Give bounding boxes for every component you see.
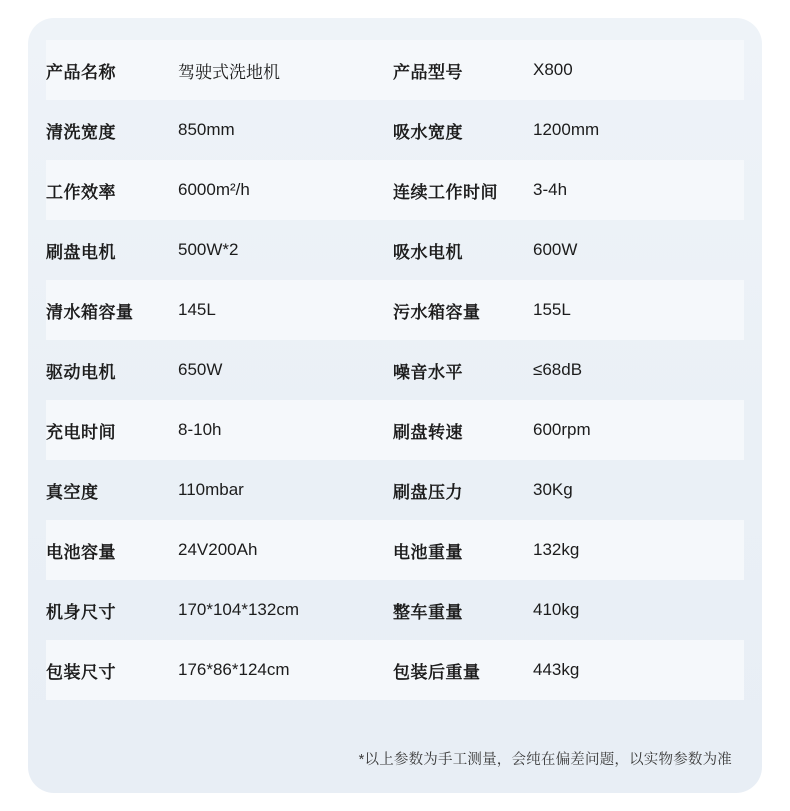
spec-label: 包装后重量 <box>393 662 481 682</box>
table-row <box>46 340 744 400</box>
spec-value: 176*86*124cm <box>178 660 290 679</box>
spec-value: 3-4h <box>533 180 568 199</box>
spec-label: 机身尺寸 <box>46 602 116 622</box>
spec-value: 443kg <box>533 660 580 679</box>
table-row <box>46 160 744 220</box>
table-row <box>46 460 744 520</box>
spec-value: 155L <box>533 300 571 319</box>
spec-label: 电池容量 <box>46 542 116 562</box>
spec-label: 刷盘转速 <box>393 422 463 442</box>
table-row <box>46 40 744 100</box>
footnote-text: *以上参数为手工测量，会纯在偏差问题，以实物参数为准 <box>358 752 732 768</box>
table-row <box>46 400 744 460</box>
table-row <box>46 280 744 340</box>
spec-label: 刷盘压力 <box>393 482 463 502</box>
spec-value: 410kg <box>533 600 580 619</box>
spec-label: 连续工作时间 <box>393 182 498 202</box>
spec-label: 充电时间 <box>46 422 116 442</box>
spec-value: 30Kg <box>533 480 573 499</box>
table-row <box>46 520 744 580</box>
spec-label: 整车重量 <box>393 602 463 622</box>
spec-value: 650W <box>178 360 223 379</box>
spec-label: 清洗宽度 <box>46 122 116 142</box>
spec-label: 工作效率 <box>46 182 116 202</box>
spec-label: 产品型号 <box>393 62 463 82</box>
table-row <box>46 100 744 160</box>
spec-value: 170*104*132cm <box>178 600 299 619</box>
spec-value: 6000m²/h <box>178 180 250 199</box>
spec-value: 8-10h <box>178 420 222 439</box>
specification-table <box>46 40 744 700</box>
spec-value: X800 <box>533 60 573 79</box>
spec-value: 驾驶式洗地机 <box>178 62 280 82</box>
spec-label: 噪音水平 <box>393 362 463 382</box>
spec-label: 吸水宽度 <box>393 122 463 142</box>
spec-label: 污水箱容量 <box>393 302 481 322</box>
spec-value: 110mbar <box>178 480 244 499</box>
specification-card <box>28 18 762 793</box>
spec-value: ≤68dB <box>533 360 583 379</box>
spec-label: 刷盘电机 <box>46 242 116 262</box>
specification-table-body <box>46 40 744 700</box>
spec-value: 145L <box>178 300 216 319</box>
table-row <box>46 580 744 640</box>
spec-label: 真空度 <box>46 482 99 502</box>
spec-label: 清水箱容量 <box>46 302 134 322</box>
spec-value: 850mm <box>178 120 235 139</box>
spec-label: 吸水电机 <box>393 242 463 262</box>
spec-label: 产品名称 <box>46 62 116 82</box>
spec-value: 24V200Ah <box>178 540 258 559</box>
spec-label: 驱动电机 <box>46 362 116 382</box>
spec-value: 1200mm <box>533 120 600 139</box>
spec-value: 600rpm <box>533 420 591 439</box>
spec-value: 500W*2 <box>178 240 239 259</box>
spec-value: 132kg <box>533 540 580 559</box>
spec-label: 包装尺寸 <box>46 662 116 682</box>
table-row <box>46 640 744 700</box>
table-row <box>46 220 744 280</box>
spec-value: 600W <box>533 240 578 259</box>
spec-label: 电池重量 <box>393 542 463 562</box>
